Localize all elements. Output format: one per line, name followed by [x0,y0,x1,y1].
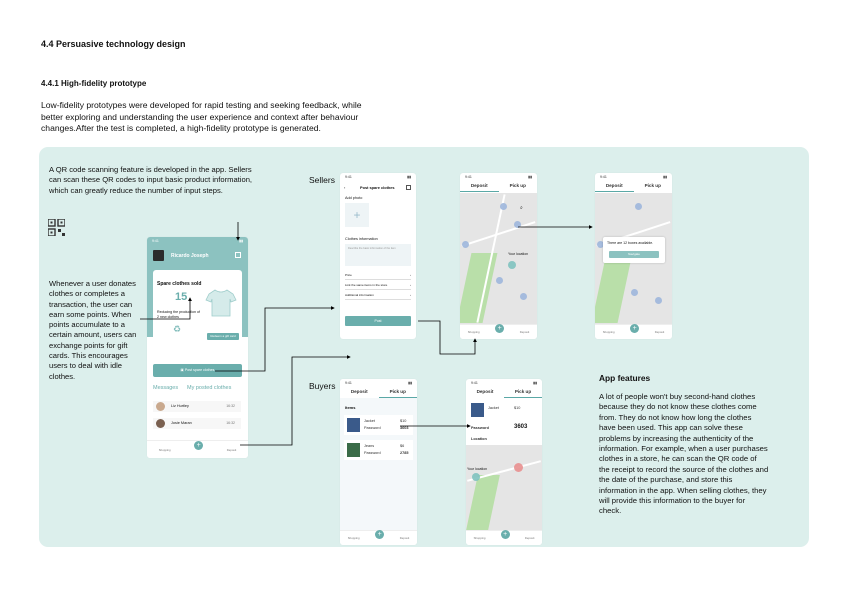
post-clothes-label: Post spare clothes [184,368,215,372]
item-name: Jeans [364,444,375,448]
features-title: App features [599,373,651,383]
card-title: Spare clothes sold [157,281,202,287]
status-time: 9:41 [471,381,478,385]
subsection-heading: 4.4.1 High-fidelity prototype [41,79,147,88]
nav-shopping[interactable]: Shopping [602,330,615,334]
qr-note: A QR code scanning feature is developed in the app. Sellers can scan these QR codes to input basic product information, which can greatly reduce the number of input steps. [49,165,253,195]
tab-pickup[interactable]: Pick up [644,183,661,188]
add-button[interactable]: + [495,324,504,333]
section-heading: 4.4 Persuasive technology design [41,39,186,49]
status-time: 9:41 [465,175,472,179]
battery-icon: ▮▮ [239,239,243,243]
post-title: Post spare clothes [360,185,395,190]
message-time: 16:32 [226,421,235,425]
message-name: Liz Hurtley [171,404,189,408]
nav-deposit[interactable]: Deposit [519,330,530,334]
sellers-label: Sellers [309,175,335,185]
battery-icon: ▮▮ [533,381,537,385]
chevron-right-icon: › [410,283,411,287]
camera-icon: ▣ [180,368,185,372]
tab-deposit[interactable]: Deposit [595,181,634,192]
password-value: 2785 [400,451,409,455]
add-button[interactable]: + [375,530,384,539]
tab-pickup[interactable]: Pick up [509,183,526,188]
description-field[interactable]: Describe the basic information of the item [345,244,411,266]
popup-text: There are 12 boxes available. [607,241,654,245]
chevron-right-icon: › [410,273,411,277]
shopping-flow-arrow [240,357,350,445]
back-icon[interactable]: ‹ [344,185,346,190]
location-label: Location [471,437,487,441]
nav-deposit[interactable]: Deposit [654,330,665,334]
add-button[interactable]: + [194,441,203,450]
password-value: 3603 [400,426,409,430]
item-name: Jacket [488,406,499,410]
status-time: 9:41 [152,239,159,243]
password-label: Password [364,426,381,430]
battery-icon: ▮▮ [407,175,411,179]
add-photo-button[interactable]: + [345,203,369,227]
add-photo-label: Add photo [345,196,363,200]
password-value: 3603 [514,424,528,430]
post-button[interactable]: Post [345,316,411,326]
battery-icon: ▮▮ [528,175,532,179]
your-location-label: Your location [467,467,488,471]
status-time: 9:41 [600,175,607,179]
redeem-button[interactable]: Redeem a gift card [207,333,239,340]
chevron-right-icon: › [410,293,411,297]
deposit-flow-arrow [418,321,475,354]
nav-deposit[interactable]: Deposit [524,536,535,540]
user-name: Ricardo Joseph [171,253,209,259]
price-label: Price [345,273,352,277]
intro-paragraph: Low-fidelity prototypes were developed for rapid testing and seeking feedback, while better exploring and understanding the user experience and context after behaviour changes.After the test is completed, a high-fidelity prototype is generated. [41,100,362,133]
password-label: Password [471,426,489,430]
battery-icon: ▮▮ [408,381,412,385]
tab-deposit[interactable]: Deposit [350,389,368,394]
message-name: Josie Maran [171,421,192,425]
status-time: 9:41 [345,175,352,179]
message-time: 16:32 [226,404,235,408]
navigate-button[interactable]: Navigate [609,251,659,258]
nav-deposit[interactable]: Deposit [226,447,237,452]
tab-pickup[interactable]: Pick up [379,387,418,398]
card-text: Reducing the production of 2 new clothes [157,310,200,319]
add-button[interactable]: + [501,530,510,539]
item-price: $6 [400,444,405,448]
nav-shopping[interactable]: Shopping [473,536,486,540]
item-price: $10 [400,419,407,423]
post-flow-arrow [215,308,334,371]
points-arrow [140,298,190,319]
nav-shopping[interactable]: Shopping [347,536,360,540]
additional-info-label: Additional information [345,293,374,297]
search-icon[interactable]: ⌕ [520,205,523,211]
add-button[interactable]: + [630,324,639,333]
tab-posted[interactable]: My posted clothes [187,385,232,391]
nav-deposit[interactable]: Deposit [399,536,410,540]
points-note: Whenever a user donates clothes or completes a transaction, the user can earn some points. When points accumulate to a certain amount, users can exchange points for gift cards. This encourages users to deal with idle clothes. [49,279,137,381]
recycle-icon: ♻ [173,324,182,334]
tab-messages[interactable]: Messages [153,385,179,391]
tab-deposit[interactable]: Deposit [460,181,499,192]
password-label: Password [364,451,381,455]
tab-pickup[interactable]: Pick up [504,387,542,398]
nav-shopping[interactable]: Shopping [158,447,171,452]
item-price: $10 [514,406,521,410]
your-location-label: Your location [508,252,529,256]
features-body: A lot of people won't buy second-hand clothes because they do not know these clothes come from. They do not know how long the clothes have been used. This app can solve these problems by increasing the authenticity of the information. For example, when a user purchases clothes in a store, he can scan the QR code of the receipt to record the source of the clothes and the date of the purchase, and store this information in the app. When selling clothes, they will provide this information to the buyer for check. [599,392,769,516]
items-label: Items [345,405,356,410]
battery-icon: ▮▮ [663,175,667,179]
nav-shopping[interactable]: Shopping [467,330,480,334]
link-items-label: Link the same items in the store [345,283,388,287]
clothes-info-label: Clothes information [345,237,378,241]
tab-deposit[interactable]: Deposit [476,389,494,394]
buyers-label: Buyers [309,381,336,391]
item-name: Jacket [364,419,375,423]
status-time: 9:41 [345,381,352,385]
sold-count: 15 [175,291,188,303]
